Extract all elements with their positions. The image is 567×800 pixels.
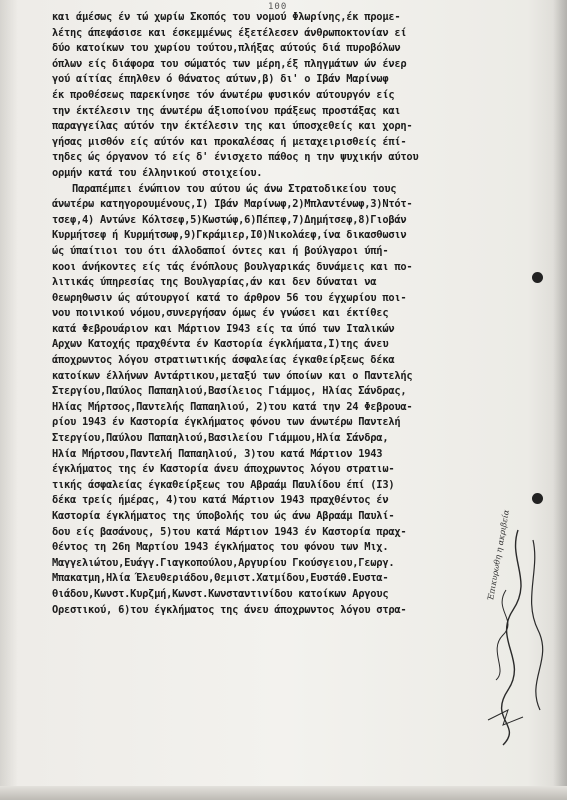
text-line: δύο κατοίκων του χωρίου τούτου,πλήξας αύτούς διά πυροβόλων	[52, 42, 401, 55]
text-line: όπλων είς διάφορα του σώματός των μέρη,έξ πληγμάτων ών ένερ	[52, 57, 407, 70]
text-line: λιτικάς ύπηρεσίας της Βουλγαρίας,άν και δεν δύναται να	[52, 276, 377, 289]
text-line: Στεργίου,Παύλου Παπαηλιού,Βασιλείου Γιάμμου,Ηλία Σάνδρα,	[52, 432, 389, 445]
text-line: άποχρωντος λόγου στρατιωτικής άσφαλείας έγκαθείρξεως δέκα	[52, 354, 395, 367]
text-line: Στεργίου,Παύλος Παπαηλιού,Βασίλειος Γιάμμος, Ηλίας Σάνδρας,	[52, 385, 407, 398]
text-line: ρίου 1943 έν Καστορία έγκλήματος φόνου των άνωτέρω Παντελή	[52, 416, 401, 429]
text-line: Μαγγελιώτου,Ευάγγ.Γιαγκοπούλου,Αργυρίου Γκούσγειου,Γεωργ.	[52, 556, 395, 569]
text-line: θεωρηθωσιν ώς αύτουργοί κατά το άρθρον 56 του έγχωρίου ποι-	[52, 291, 407, 304]
text-line: ώς ύπαίτιοι του ότι άλλοδαποί όντες και ή βούλγαροι ύπή-	[52, 244, 389, 257]
text-line: δέκα τρείς ήμέρας, 4)του κατά Μάρτιον 1943 πραχθέντος έν	[52, 494, 389, 507]
text-line: ορμήν κατά του έλληνικού στοιχείου.	[52, 166, 263, 179]
text-line: έγκλήματος της έν Καστορία άνευ άποχρωντος λόγου στρατιω-	[52, 463, 395, 476]
margin-annotation: Έπικυρωθη η ακριβεία	[486, 509, 511, 602]
text-line: και άμέσως έν τώ χωρίω Σκοπός του νομού Φλωρίνης,έκ προμε-	[52, 11, 401, 23]
handwritten-signature	[478, 520, 558, 750]
page-number: 100	[268, 2, 288, 12]
signature-scribble-icon	[478, 520, 558, 750]
typed-body-text	[52, 10, 517, 618]
text-line: θέντος τη 26η Μαρτίου 1943 έγκλήματος του φόνου των Μιχ.	[52, 541, 389, 554]
text-line: Αρχων Κατοχής πραχθέντα έν Καστορία έγκλήματα,Ι)της άνευ	[52, 338, 389, 351]
text-line: Κυρμήτσεφ ή Κυρμήτσωφ,9)Γκράμιερ,Ι0)Νικολάεφ,ίνα δικασθωσιν	[52, 229, 407, 242]
text-line: κατοίκων έλλήνων Αντάρτικου,μεταξύ των όποίων και ο Παντελής	[52, 369, 413, 382]
text-line: Καστορία έγκλήματος της ύποβολής του ώς άνω Αβραάμ Παυλί-	[52, 510, 395, 522]
text-line: κοοι άνήκοντες είς τάς ένόπλους βουλγαρικάς δυνάμεις και πο-	[52, 260, 413, 273]
text-line: Ηλία Μήρτσου,Παντελή Παπαηλιού, 3)του κατά Μάρτιον 1943	[52, 447, 383, 460]
text-line: τηδες ώς όργανον τό είς δ' ένισχετο πάθος η την ψυχικήν αύτου	[52, 151, 419, 164]
text-line: άνωτέρω κατηγορουμένους,Ι) Ιβάν Μαρίνωφ,2)Μπλαντένωφ,3)Ντότ-	[52, 198, 413, 211]
page-bottom-edge	[0, 786, 567, 800]
text-line: έκ προθέσεως παρεκίνησε τόν άνωτέρω φυσικόν αύτουργόν είς	[52, 88, 395, 101]
text-line: τσεφ,4) Αντώνε Κόλτσεφ,5)Κωστώφ,6)Πέπεφ,7)Δημήτσεφ,8)Γιοβάν	[52, 213, 407, 226]
text-line: κατά Φεβρουάριον και Μάρτιον Ι943 είς τα ύπό των Ιταλικών	[52, 322, 395, 335]
text-line: την έκτέλεσιν της άνωτέρω άξιοποίνου πράξεως προστάξας και	[52, 104, 401, 117]
text-line: θιάδου,Κωνστ.Κυρζμή,Κωνστ.Κωνσταντινίδου κατοίκων Αργους	[52, 587, 389, 600]
text-line: γήσας μισθόν είς αύτόν και προκαλέσας ή μεταχειρισθείς έπί-	[52, 135, 407, 148]
text-line: λέτης άπεφάσισε και έσκεμμένως έξετέλεσεν άνθρωποκτονίαν εί	[52, 26, 407, 39]
text-line: δου είς βασάνους, 5)του κατά Μάρτιον 1943 έν Καστορία πραχ-	[52, 525, 407, 538]
text-line: νου ποινικού νόμου,συνεργήσαν όμως έν γνώσει και έκτίθες	[52, 307, 389, 320]
text-line: Ορεστικού, 6)του έγκλήματος της άνευ άποχρωντος λόγου στρα-	[52, 603, 407, 616]
text-line: Ηλίας Μήρτσος,Παντελής Παπαηλιού, 2)του κατά την 24 Φεβρουα-	[52, 400, 413, 413]
punch-hole-icon	[532, 272, 543, 283]
text-line: τικής άσφαλείας έγκαθείρξεως του Αβραάμ Παυλίδου έπί (Ι3)	[52, 478, 395, 491]
text-line: παραγγείλας αύτόν την έκτέλεσιν της και ύποσχεθείς και χορη-	[52, 120, 413, 133]
punch-hole-icon	[532, 493, 543, 504]
text-line: γού αίτίας έπηλθεν ό θάνατος αύτων,β) δι' ο Ιβάν Μαρίνωφ	[52, 73, 389, 86]
text-line: Παραπέμπει ένώπιον του αύτου ώς άνω Στρατοδικείου τους	[72, 182, 397, 195]
text-line: Μπακατμη,Ηλία Έλευθεριάδου,Θεμιστ.Χατμίδου,Ευστάθ.Ευστα-	[52, 572, 389, 585]
